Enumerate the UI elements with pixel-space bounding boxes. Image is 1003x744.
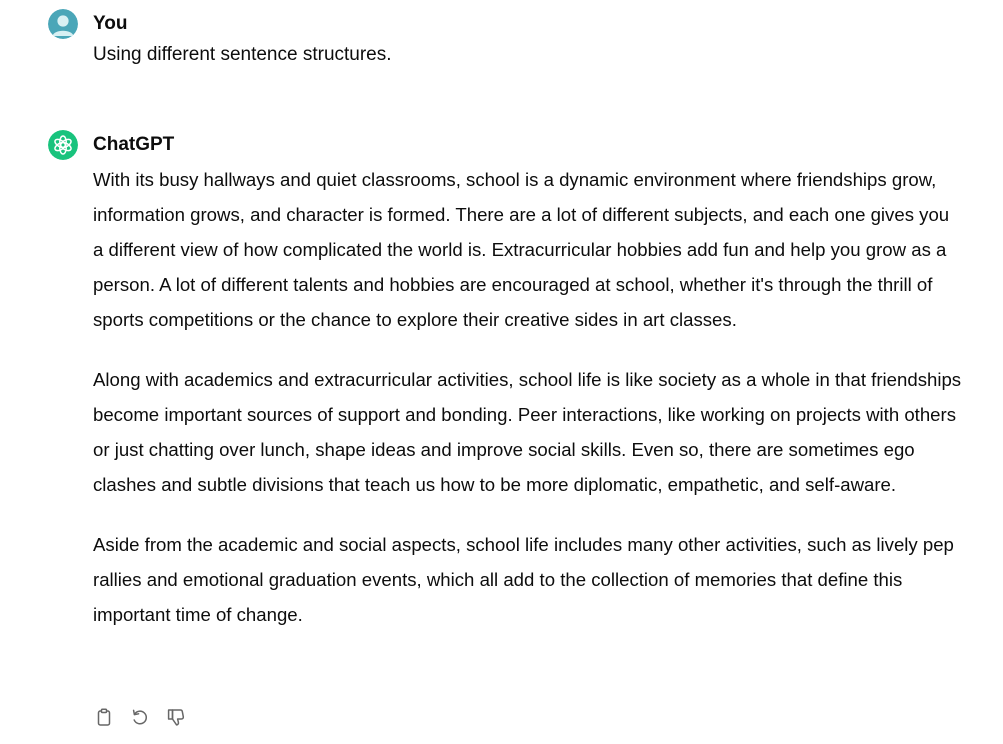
copy-button[interactable] <box>93 706 115 728</box>
message-paragraph: With its busy hallways and quiet classrooms, school is a dynamic environment where friendships grow, information grows, and character is formed. There are a lot of different subjects, and each one gives you a different view of how complicated the world is. Extracurricular hobbies add fun and help you grow as a person. A lot of different talents and hobbies are encouraged at school, whether it's through the thrill of sports competitions or the chance to explore their creative sides in art classes. <box>93 169 950 330</box>
message-paragraph: Aside from the academic and social aspects, school life includes many other activities, such as lively pep rallies and emotional graduation events, which all add to the collection of memories that define this important time of change. <box>93 534 954 625</box>
user-avatar <box>48 9 78 39</box>
message-paragraph: Along with academics and extracurricular activities, school life is like society as a whole in that friendships become important sources of support and bonding. Peer interactions, like working on projects with others or just chatting over lunch, shape ideas and improve social skills. Even so, there are sometimes ego clashes and subtle divisions that teach us how to be more diplomatic, empathetic, and self-aware. <box>93 369 962 495</box>
refresh-icon <box>130 707 150 727</box>
bad-response-button[interactable] <box>165 706 187 728</box>
assistant-author-name: ChatGPT <box>93 134 175 155</box>
openai-logo-icon <box>48 130 78 160</box>
user-author-name: You <box>93 13 128 34</box>
clipboard-icon <box>94 707 114 727</box>
assistant-avatar <box>48 130 78 160</box>
message-actions <box>93 706 187 728</box>
user-avatar-icon <box>48 9 78 39</box>
user-message-text: Using different sentence structures. <box>93 44 392 65</box>
thumbs-down-icon <box>166 707 186 727</box>
assistant-message-body <box>93 162 963 657</box>
regenerate-button[interactable] <box>129 706 151 728</box>
